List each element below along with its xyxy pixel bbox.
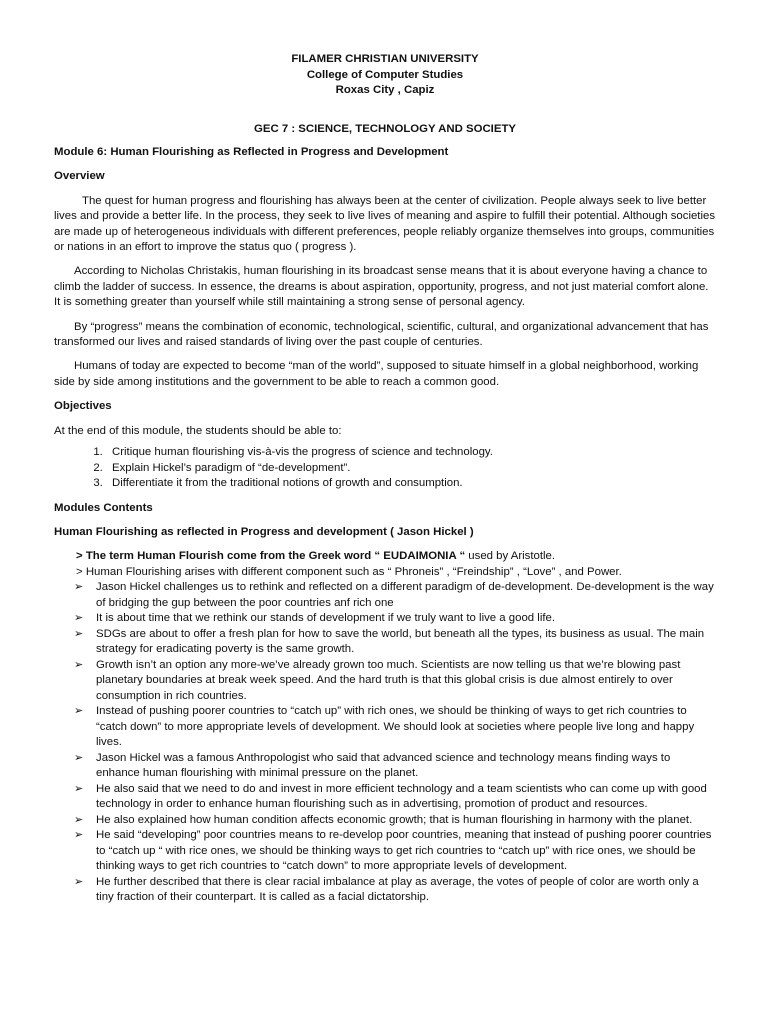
arrow-bullet-icon: ➢: [74, 751, 84, 764]
bullet-item: ➢ SDGs are about to offer a fresh plan for how to save the world, but beneath all the types, its business as usual. The main strategy for eradicating poverty is the same growth.: [74, 627, 705, 656]
bullet-item: ➢ He further described that there is clear racial imbalance at play as average, the votes of people of color are worth only a tiny fraction of their counterpart. It is called as a facial dictatorship.: [74, 875, 699, 904]
contents-heading: Modules Contents: [54, 501, 153, 514]
arrow-bullet-icon: ➢: [74, 829, 84, 842]
components-line: > Human Flourishing arises with different component such as “ Phroneis” , “Freindship” , “Love” , and Power.: [76, 565, 622, 578]
arrow-bullet-icon: ➢: [74, 581, 84, 594]
contents-subheading: Human Flourishing as reflected in Progress and development ( Jason Hickel ): [54, 525, 474, 538]
overview-paragraph-4: Humans of today are expected to become “man of the world”, supposed to situate himself in a global neighborhood, working side by side among institutions and the government to be able to reach a common good.: [54, 360, 699, 388]
greek-term-bold: > The term Human Flourish come from the Greek word “ EUDAIMONIA “: [76, 550, 466, 563]
module-title: Module 6: Human Flourishing as Reflected in Progress and Development: [54, 145, 449, 158]
bullet-item: ➢ Growth isn’t an option any more-we’ve already grown too much. Scientists are now telling us that we’re blowing past planetary boundaries at break week speed. And the hard truth is that this global crisis is due almost entirely to over consumption in rich countries.: [74, 658, 681, 702]
overview-heading: Overview: [54, 170, 105, 183]
document-page: [54, 52, 716, 906]
objective-item: 1. Critique human flourishing vis-à-vis the progress of science and technology.: [106, 445, 716, 461]
course-title: GEC 7 : SCIENCE, TECHNOLOGY AND SOCIETY: [253, 122, 517, 135]
bullet-item: ➢ Jason Hickel was a famous Anthropologist who said that advanced science and technology means finding ways to enhance human flourishing with minimal pressure on the planet.: [74, 751, 671, 780]
arrow-bullet-icon: ➢: [74, 813, 84, 826]
document-header: [54, 52, 716, 99]
university-name: FILAMER CHRISTIAN UNIVERSITY: [291, 53, 479, 65]
objective-item: 3. Differentiate it from the traditional notions of growth and consumption.: [106, 476, 716, 492]
college-name: College of Computer Studies: [306, 68, 464, 81]
arrow-bullet-icon: ➢: [74, 875, 84, 888]
arrow-bullet-icon: ➢: [74, 612, 84, 625]
bullet-item: ➢ He also said that we need to do and invest in more efficient technology and a team scientists who can come up with good technology in order to enhance human flourishing such as in advertising, promotion of product and resources.: [74, 782, 707, 811]
objectives-list: [54, 445, 716, 492]
arrow-bullet-icon: ➢: [74, 705, 84, 718]
arrow-bullet-icon: ➢: [74, 658, 84, 671]
content-bullets: [54, 580, 716, 906]
greek-term-line: [54, 549, 716, 564]
objectives-intro: At the end of this module, the students should be able to:: [54, 424, 342, 437]
objectives-heading: Objectives: [54, 400, 112, 413]
bullet-item: ➢ Jason Hickel challenges us to rethink and reflected on a different paradigm of de-development. De-development is the way of bridging the gup between the poor countries anf rich one: [74, 581, 714, 609]
overview-paragraph-3: By “progress” means the combination of economic, technological, scientific, cultural, and organizational advancement that has transformed our lives and raised standards of living over the past couple of centuries.: [54, 320, 709, 348]
bullet-item: ➢ He said “developing” poor countries means to re-develop poor countries, meaning that instead of pushing poorer countries to “catch up “ with rice ones, we should be thinking ways to get rich countries to “catch up” with rice ones, we should be thinking ways to get rich countries to “catch down” to more appropriate levels of development.: [74, 829, 712, 873]
overview-paragraph-1: The quest for human progress and flourishing has always been at the center of civilization. People always seek to live better lives and provide a better life. In the process, they seek to live lives of meaning and aspire to fulfill their potential. Although societies are made up of heterogeneous individuals with different preferences, people reliably organize themselves into groups, communities or nations in an effort to improve the status quo ( progress ).: [54, 194, 716, 253]
greek-term-tail: used by Aristotle.: [465, 550, 556, 563]
objective-item: 2. Explain Hickel’s paradigm of “de-development”.: [106, 461, 716, 477]
bullet-item: ➢ It is about time that we rethink our stands of development if we truly want to live a good life.: [54, 611, 716, 627]
bullet-item: ➢ Instead of pushing poorer countries to “catch up” with rich ones, we should be thinking of ways to get rich countries to “catch down” to more appropriate levels of development. We should look at societies where people live long and happy lives.: [74, 705, 695, 749]
overview-paragraph-2: According to Nicholas Christakis, human flourishing in its broadcast sense means that it is about everyone having a chance to climb the ladder of success. In essence, the dreams is about aspiration, opportunity, progress, and not just material comfort alone. It is something greater than yourself while still maintaining a strong sense of personal agency.: [54, 265, 709, 309]
arrow-bullet-icon: ➢: [74, 627, 84, 640]
arrow-bullet-icon: ➢: [74, 782, 84, 795]
location: Roxas City , Capiz: [335, 84, 435, 96]
bullet-item: ➢ He also explained how human condition affects economic growth; that is human flourishing in harmony with the planet.: [54, 813, 716, 829]
